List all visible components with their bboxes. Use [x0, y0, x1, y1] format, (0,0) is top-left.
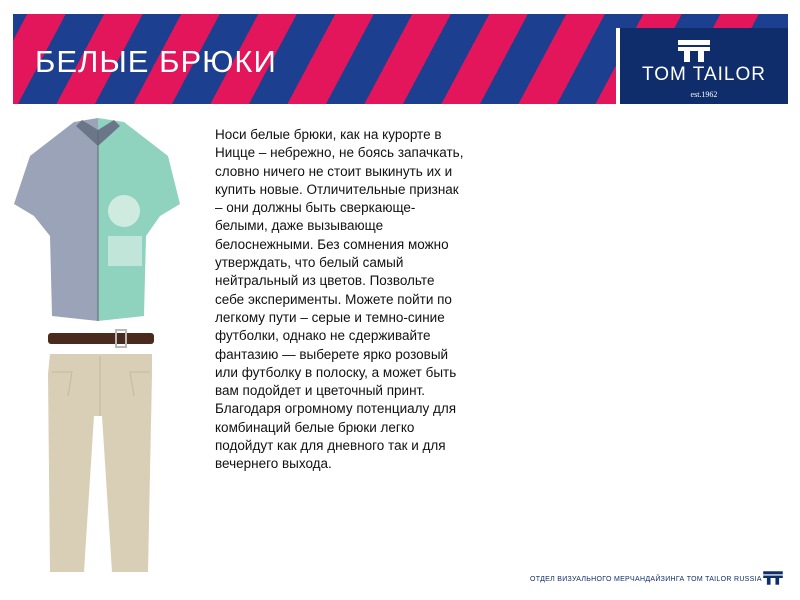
brand-established: est.1962 — [690, 90, 718, 99]
footer-text: ОТДЕЛ ВИЗУАЛЬНОГО МЕРЧАНДАЙЗИНГА TOM TAILOR RUSSIA — [530, 576, 762, 583]
description-text: Носи белые брюки, как на курорте в Ницце – небрежно, не боясь запачкать, словно ничего не стоит выкинуть их и купить новые. Отличительные признак – они должны быть сверкающе-белыми, даже вызывающе белоснежными. Без сомнения можно утверждать, что белый самый нейтральный из цветов. Позвольте себе эксперименты. Можете пойти по легкому пути – серые и темно-синие футболки, однако не сдерживайте фантазию — выберете ярко розовый или футболку в полоску, а может быть вам подойдет и цветочный принт. Благодаря огромному потенциалу для комбинаций белые брюки легко подойдут как для дневного так и для вечернего выхода. — [215, 127, 464, 472]
footer-logo-icon — [762, 571, 784, 585]
header-banner — [13, 14, 788, 104]
brand-logo — [616, 28, 788, 104]
outfit-image — [12, 116, 192, 576]
logo-mark-icon — [676, 40, 712, 62]
slide-title: БЕЛЫЕ БРЮКИ — [35, 44, 277, 79]
brand-name: TOM TAILOR — [641, 64, 767, 85]
